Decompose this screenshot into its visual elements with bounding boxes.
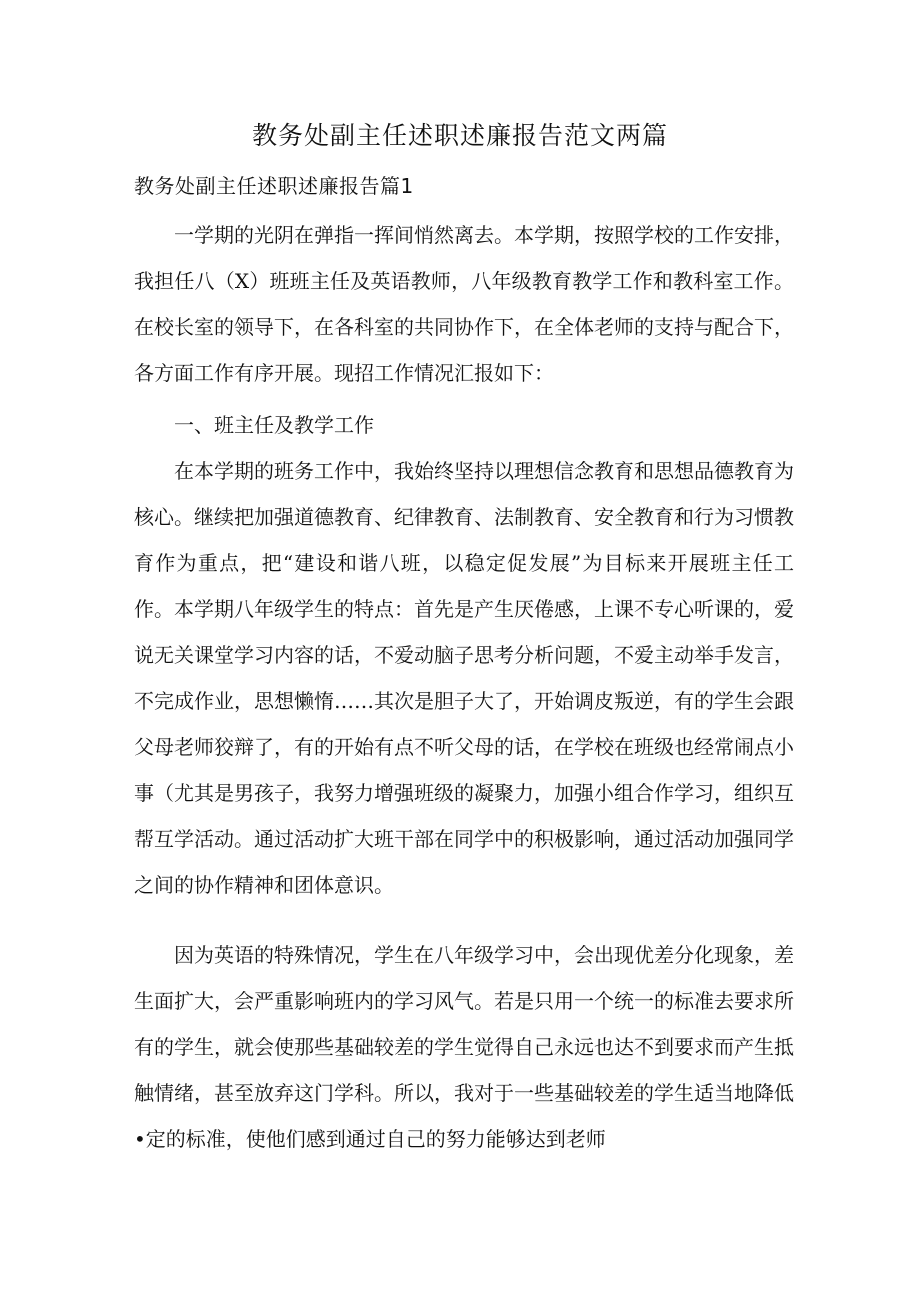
document-title: 教务处副主任述职述廉报告范文两篇 (251, 121, 668, 150)
section-subtitle: 教务处副主任述职述廉报告篇1 (134, 174, 414, 198)
paragraph-class-work: 在本学期的班务工作中，我始终坚持以理想信念教育和思想品德教育为核心。继续把加强道德教育、纪律教育、法制教育、安全教育和行为习惯教育作为重点，把“建设和谐八班，以稳定促发展”为目标来开展班主任工作。本学期八年级学生的特点：首先是产生厌倦感，上课不专心听课的，爱说无关课堂学习内容的话，不爱动脑子思考分析问题，不爱主动举手发言，不完成作业，思想懒惰……其次是胆子大了，开始调皮叛逆，有的学生会跟父母老师狡辩了，有的开始有点不听父母的话，在学校在班级也经常闹点小事（尤其是男孩子，我努力增强班级的凝聚力，加强小组合作学习，组织互帮互学活动。通过活动扩大班干部在同学中的积极影响，通过活动加强同学之间的协作精神和团体意识。 (134, 459, 794, 897)
section-heading: 一、班主任及教学工作 (174, 413, 374, 437)
paragraph-english-teaching: 因为英语的特殊情况，学生在八年级学习中，会出现优差分化现象，差生面扩大，会严重影响班内的学习风气。若是只用一个统一的标准去要求所有的学生，就会使那些基础较差的学生觉得自己永远也达不到要求而产生抵触情绪，甚至放弃这门学科。所以，我对于一些基础较差的学生适当地降低•定的标准，使他们感到通过自己的努力能够达到老师 (134, 943, 794, 1151)
paragraph-intro: 一学期的光阴在弹指一挥间悄然离去。本学期，按照学校的工作安排，我担任八（X）班班主任及英语教师，八年级教育教学工作和教科室工作。在校长室的领导下，在各科室的共同协作下，在全体老师的支持与配合下，各方面工作有序开展。现招工作情况汇报如下： (134, 223, 794, 385)
